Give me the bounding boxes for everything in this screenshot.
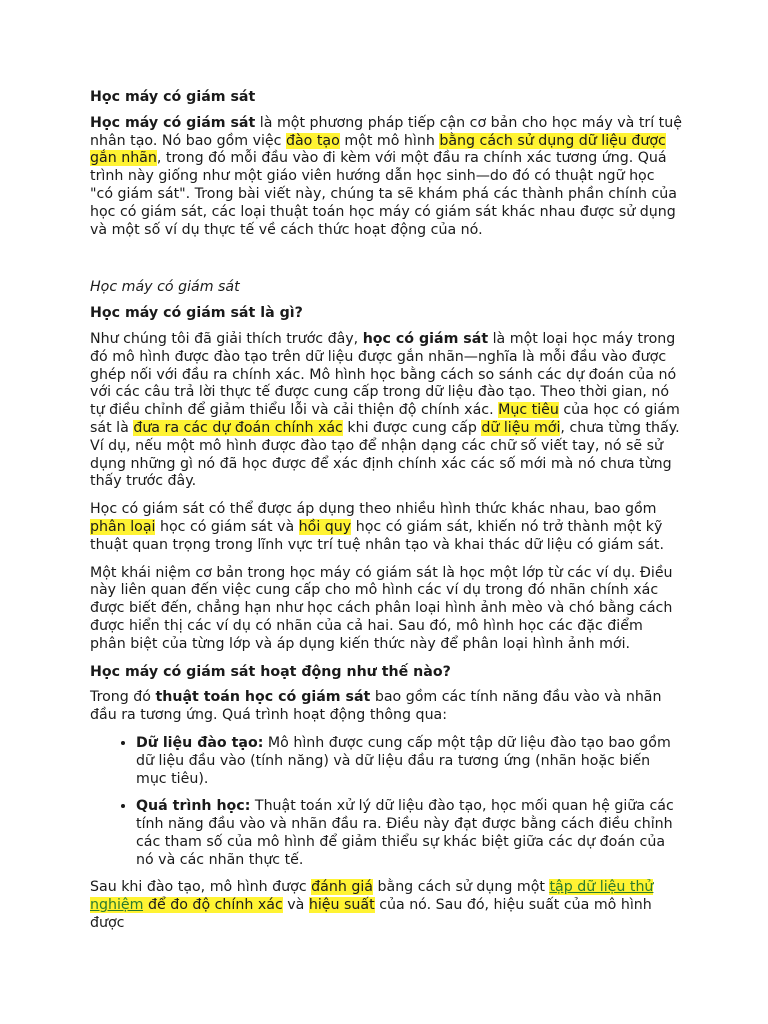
p2-text-3: học có giám sát, khiến nó trở thành một kỹ thuật quan trọng trong lĩnh vực trí tuệ nhân tạo và khai thác dữ liệu có giám sát. bbox=[90, 518, 664, 553]
list-item bbox=[136, 798, 682, 869]
highlight-accurate-predictions: đưa ra các dự đoán chính xác bbox=[133, 419, 343, 436]
highlight-muc-tieu: Mục tiêu bbox=[498, 402, 559, 419]
p1-text-1: Như chúng tôi đã giải thích trước đây, bbox=[90, 330, 363, 347]
section-heading-what-is: Học máy có giám sát là gì? bbox=[90, 305, 303, 322]
p1-text-4: khi được cung cấp bbox=[342, 419, 482, 436]
page-title: Học máy có giám sát bbox=[90, 89, 256, 105]
highlight-evaluate: đánh giá bbox=[311, 879, 373, 896]
paragraph-class-learning: Một khái niệm cơ bản trong học máy có giám sát là học một lớp từ các ví dụ. Điều này liên quan đến việc cung cấp cho mô hình các ví dụ trong đó nhãn chính xác được biết đến, chẳng hạn như học cách phân loại hình ảnh mèo và chó bằng cách được hiển thị các ví dụ có nhãn của cả hai. Sau đó, mô hình học các đặc điểm phân biệt của từng lớp và áp dụng kiến thức này để phân loại hình ảnh mới. bbox=[90, 564, 673, 652]
p5-text-3: và bbox=[282, 897, 309, 914]
section-heading-how-it-works: Học máy có giám sát hoạt động như thế nào? bbox=[90, 663, 451, 680]
p5-text-2: bằng cách sử dụng một bbox=[372, 879, 550, 896]
test-dataset-link[interactable]: tập dữ liệu thử nghiệm bbox=[90, 879, 654, 914]
paragraph-definition bbox=[90, 331, 682, 491]
p1-text-3: của học có giám sát là bbox=[90, 402, 680, 436]
paragraph-evaluation bbox=[90, 879, 682, 932]
image-caption: Học máy có giám sát bbox=[90, 279, 240, 296]
paragraph-process-intro bbox=[90, 689, 682, 725]
bullet-text: Thuật toán xử lý dữ liệu đào tạo, học mối quan hệ giữa các tính năng đầu vào và nhãn đầu ra. Điều này đạt được bằng cách điều chỉnh các tham số của mô hình để giảm thiểu sự khác biệt giữa các dự đoán của nó và các nhãn thực tế. bbox=[136, 798, 674, 868]
p4-text-2: bao gồm các tính năng đầu vào và nhãn đầu ra tương ứng. Quá trình hoạt động thông qua: bbox=[90, 689, 662, 724]
highlight-regression: hồi quy bbox=[298, 518, 352, 535]
highlight-classification: phân loại bbox=[90, 518, 156, 535]
highlight-labeled-data: bằng cách sử dụng dữ liệu được gắn nhãn bbox=[90, 132, 666, 167]
intro-paragraph bbox=[90, 115, 682, 240]
p5-text-4: của nó. Sau đó, hiệu suất của mô hình được bbox=[90, 897, 652, 932]
process-bullet-list bbox=[90, 735, 682, 870]
p4-text-1: Trong đó bbox=[90, 689, 156, 706]
intro-text-3: , trong đó mỗi đầu vào đi kèm với một đầu ra chính xác tương ứng. Quá trình này giống như một giáo viên hướng dẫn học sinh—do đó có thuật ngữ học "có giám sát". Trong bài viết này, chúng ta sẽ khám phá các thành phần chính của học có giám sát, các loại thuật toán học máy có giám sát khác nhau được sử dụng và một số ví dụ thực tế về cách thức hoạt động của nó. bbox=[90, 150, 677, 238]
spacer bbox=[90, 249, 682, 279]
bullet-term: Quá trình học: bbox=[136, 798, 251, 815]
p1-text-5: , chưa từng thấy. Ví dụ, nếu một mô hình được đào tạo để nhận dạng các chữ số viết tay, nó sẽ sử dụng những gì nó đã học được để xác định chính xác các số mới mà nó chưa từng thấy trước đây. bbox=[90, 419, 680, 490]
document-body bbox=[90, 89, 682, 943]
bullet-text: Mô hình được cung cấp một tập dữ liệu đào tạo bao gồm dữ liệu đầu vào (tính năng) và dữ liệu đầu ra tương ứng (nhãn hoặc biến mục tiêu). bbox=[136, 734, 671, 787]
p4-bold-term: thuật toán học có giám sát bbox=[155, 689, 371, 706]
p5-text-1: Sau khi đào tạo, mô hình được bbox=[90, 879, 312, 896]
p1-text-2: là một loại học máy trong đó mô hình được đào tạo trên dữ liệu được gắn nhãn—nghĩa là mỗi đầu vào được ghép nối với đầu ra chính xác. Mô hình học bằng cách so sánh các dự đoán của nó với các câu trả lời thực tế được cung cấp trong dữ liệu đào tạo. Theo thời gian, nó tự điều chỉnh để giảm thiểu lỗi và cải thiện độ chính xác. bbox=[90, 330, 677, 419]
p1-bold-term: học có giám sát bbox=[362, 330, 489, 347]
list-item bbox=[136, 735, 682, 788]
highlight-performance: hiệu suất bbox=[308, 897, 375, 914]
paragraph-forms bbox=[90, 501, 682, 554]
intro-bold-term: Học máy có giám sát bbox=[90, 114, 256, 131]
p2-text-2: học có giám sát và bbox=[155, 518, 299, 535]
highlight-measure-accuracy: để đo độ chính xác bbox=[143, 897, 283, 914]
intro-text-2: một mô hình bbox=[339, 132, 440, 149]
highlight-new-data: dữ liệu mới bbox=[481, 419, 561, 436]
p2-text-1: Học có giám sát có thể được áp dụng theo nhiều hình thức khác nhau, bao gồm bbox=[90, 501, 657, 518]
bullet-term: Dữ liệu đào tạo: bbox=[136, 734, 264, 751]
highlight-dao-tao: đào tạo bbox=[285, 132, 340, 149]
intro-text-1: là một phương pháp tiếp cận cơ bản cho học máy và trí tuệ nhân tạo. Nó bao gồm việc bbox=[90, 114, 682, 149]
